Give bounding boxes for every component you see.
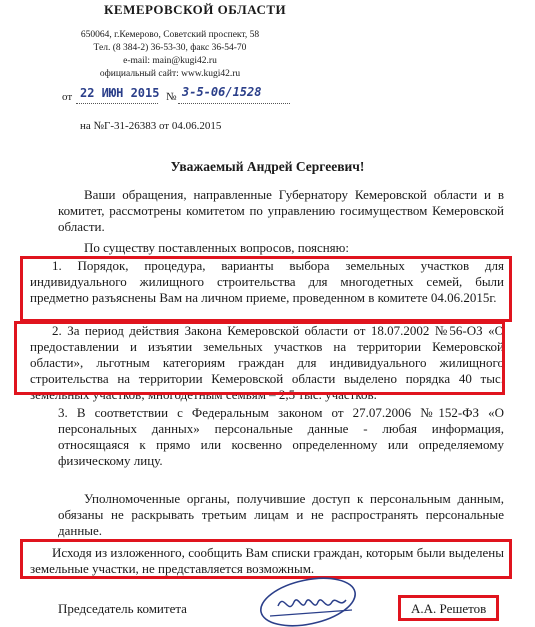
organization-name: КЕМЕРОВСКОЙ ОБЛАСТИ [104,2,287,17]
number-prefix: № [166,91,177,103]
date-underline [76,103,158,104]
conclusion-paragraph: Исходя из изложенного, сообщить Вам списки граждан, которым были выделены земельные участки, не представляется возможным. [30,545,504,576]
site-line: официальный сайт: www.kugi42.ru [99,69,241,79]
address-block [40,29,300,81]
lead-paragraph: По существу поставленных вопросов, поясняю: [84,240,349,255]
number-underline [178,103,290,104]
highlight-box-item-2 [14,321,505,395]
intro-paragraph: Ваши обращения, направленные Губернатору Кемеровской области и в комитет, рассмотрены комитетом по управлению госимуществом Кемеровской области. [58,187,504,234]
salutation: Уважаемый Андрей Сергеевич! [170,159,365,174]
email-line: e-mail: main@kugi42.ru [123,56,217,66]
registration-number: 3-5-06/1528 [182,85,262,99]
item-2-paragraph: 2. За период действия Закона Кемеровской области от 18.07.2002 №56-ОЗ «О предоставлении и изъятии земельных участков на территории Кемеровской области», льготным категориям граждан для индивидуального жилищного строительства на территории Кемеровской области выделено порядка 40 тыс. земельных участков, многодетным семьям – 2,5 тыс. участков. [30,323,504,402]
date-stamp: 22 ИЮН 2015 [80,86,160,100]
address-line: 650064, г.Кемерово, Советский проспект, 58 [80,30,260,40]
item-1-paragraph: 1. Порядок, процедура, варианты выбора земельных участков для индивидуального жилищного строительства для многодетных семей, были предметно разъяснены Вам на личном приеме, проведенном в комитете 04.06.2015г. [30,258,504,305]
authorized-paragraph: Уполномоченные органы, получившие доступ к персональным данным, обязаны не раскрывать третьим лицам и не распространять персональные данные. [58,491,504,538]
date-prefix: от [62,91,73,103]
highlight-box-item-1 [20,256,512,322]
item-3-paragraph: 3. В соответствии с Федеральным законом от 27.07.2006 №152-ФЗ «О персональных данных» персональные данные - любая информация, относящаяся к прямо или косвенно определенному или определяемому физическому лицу. [58,405,504,468]
signatory-name: А.А. Решетов [411,601,487,616]
handwritten-signature [248,572,368,627]
phone-line: Тел. (8 384-2) 36-53-30, факс 36-54-70 [93,43,247,53]
signature-title: Председатель комитета [58,601,187,616]
reply-reference: на №Г-31-26383 от 04.06.2015 [80,120,222,132]
